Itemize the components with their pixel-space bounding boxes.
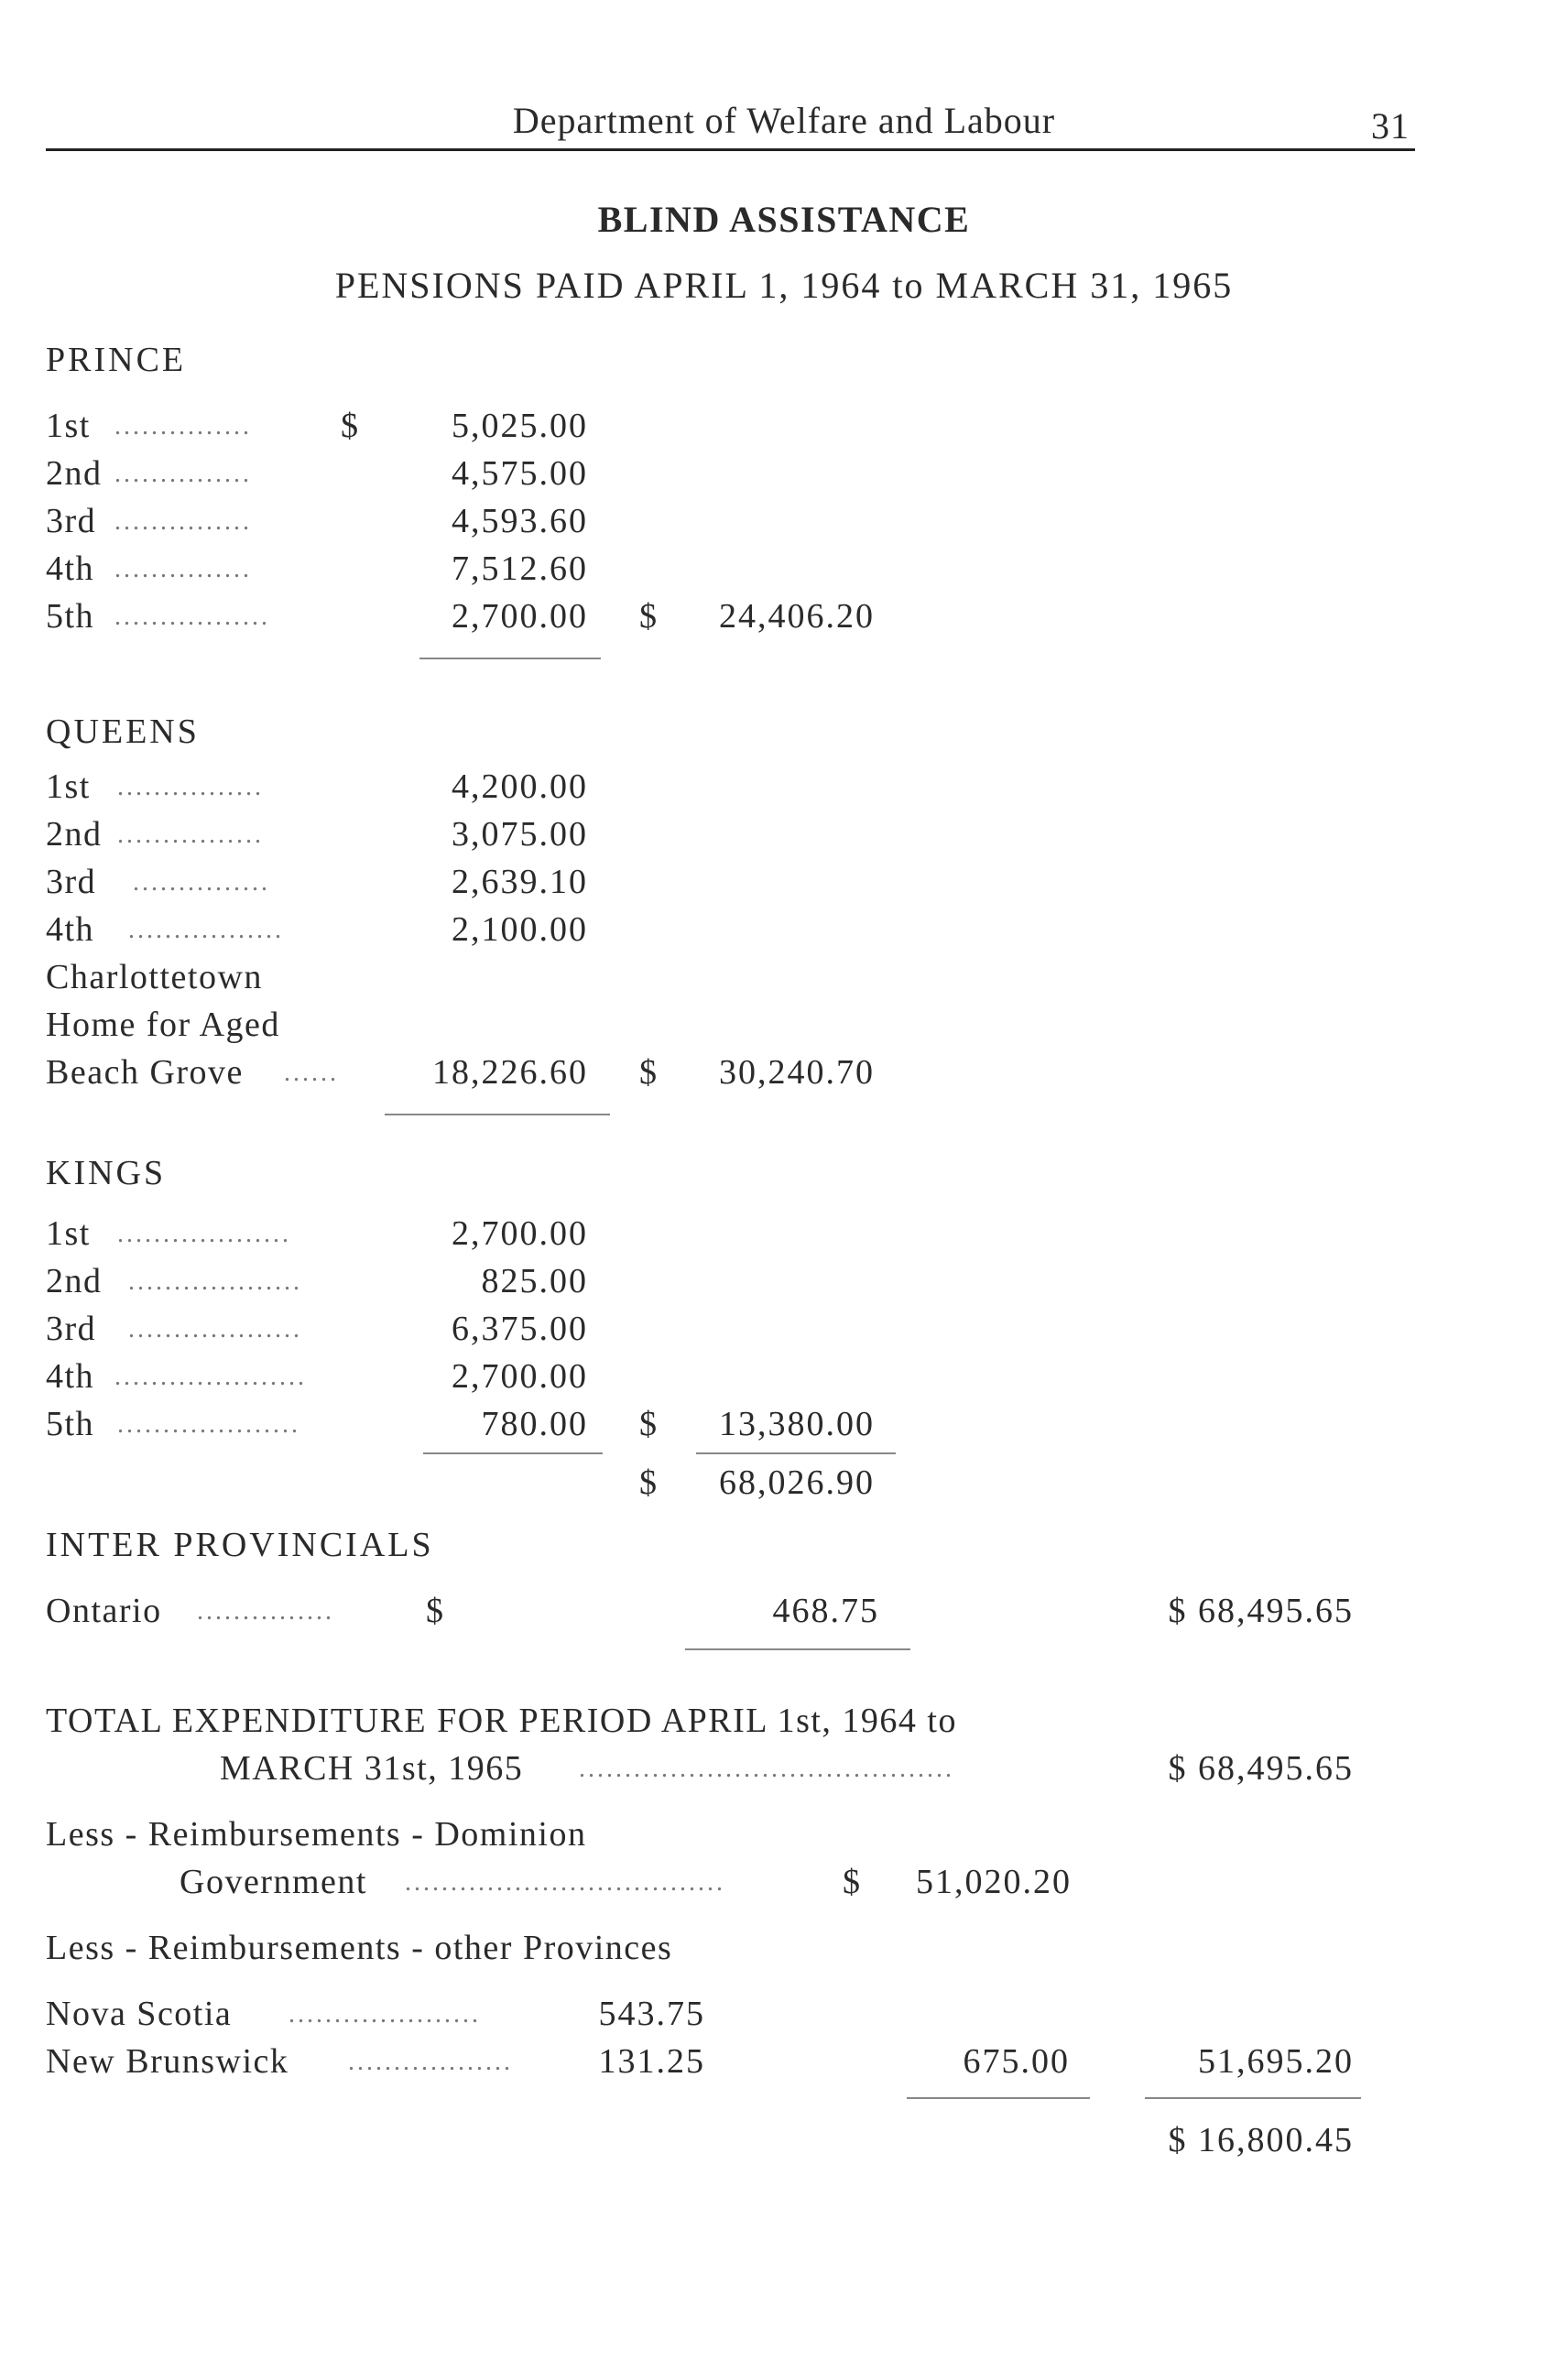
row-label: 3rd (46, 502, 97, 540)
row-amount: 825.00 (481, 1262, 588, 1300)
row-amount: 780.00 (481, 1405, 588, 1443)
row-amount: 2,700.00 (452, 597, 588, 636)
expenditure-label-line1: TOTAL EXPENDITURE FOR PERIOD APRIL 1st, 1964 to (46, 1702, 957, 1740)
dominion-label-line2: Government (180, 1863, 367, 1901)
row-amount: 2,639.10 (452, 863, 588, 901)
row-amount: 7,512.60 (452, 549, 588, 588)
dollar-sign: $ (341, 407, 360, 445)
row-amount: 131.25 (598, 2042, 705, 2081)
total-rule (696, 1452, 896, 1454)
dominion-amount: 51,020.20 (916, 1863, 1072, 1901)
row-label: New Brunswick (46, 2042, 289, 2081)
dot-leader: ................... (128, 1315, 302, 1343)
subtotal-rule (685, 1648, 910, 1650)
dominion-label-line1: Less - Reimbursements - Dominion (46, 1815, 587, 1854)
running-total: $ 68,495.65 (1168, 1592, 1354, 1630)
expenditure-label-line2: MARCH 31st, 1965 (220, 1749, 524, 1788)
row-label: 3rd (46, 1310, 97, 1348)
dot-leader: ...... (284, 1059, 339, 1087)
row-amount: 2,700.00 (452, 1214, 588, 1253)
dot-leader: ................... (117, 1220, 291, 1248)
header-rule (46, 148, 1415, 151)
total-rule (1145, 2097, 1361, 2099)
dot-leader: ............... (133, 868, 270, 897)
section-heading-inter-provincials: INTER PROVINCIALS (46, 1526, 434, 1564)
row-amount: 18,226.60 (432, 1053, 588, 1092)
row-label: 3rd (46, 863, 97, 901)
row-amount: 543.75 (598, 1995, 705, 2033)
row-amount: 3,075.00 (452, 815, 588, 854)
row-label: 2nd (46, 454, 103, 493)
row-label: 4th (46, 1357, 95, 1396)
page-subtitle: PENSIONS PAID APRIL 1, 1964 to MARCH 31, 1965 (334, 265, 1234, 306)
row-label: 1st (46, 407, 91, 445)
row-label: 1st (46, 767, 91, 806)
row-label: 4th (46, 549, 95, 588)
section-heading-kings: KINGS (46, 1154, 167, 1192)
dot-leader: ............... (114, 507, 252, 536)
dollar-sign: $ (639, 1053, 659, 1092)
row-amount: 2,100.00 (452, 910, 588, 949)
row-amount: 6,375.00 (452, 1310, 588, 1348)
dot-leader: .................... (117, 1410, 300, 1439)
dot-leader: ............... (197, 1597, 334, 1626)
dollar-sign: $ (639, 1405, 659, 1443)
dot-leader: ................................... (405, 1868, 725, 1897)
dot-leader: ............... (114, 555, 252, 583)
dot-leader: .................. (348, 2048, 513, 2076)
dollar-sign: $ (639, 597, 659, 636)
dot-leader: ................... (128, 1267, 302, 1296)
dollar-sign: $ (639, 1463, 659, 1502)
row-label: 2nd (46, 1262, 103, 1300)
row-label: 2nd (46, 815, 103, 854)
section-total: 13,380.00 (719, 1405, 875, 1443)
subtotal-rule (419, 658, 601, 659)
section-heading-queens: QUEENS (46, 712, 200, 751)
expenditure-amount: $ 68,495.65 (1168, 1749, 1354, 1788)
page-number: 31 (1371, 105, 1410, 147)
dot-leader: ................ (117, 821, 264, 849)
counties-grand-total: 68,026.90 (719, 1463, 875, 1502)
row-label: Ontario (46, 1592, 162, 1630)
dot-leader: ............... (114, 412, 252, 440)
provinces-heading: Less - Reimbursements - other Provinces (46, 1929, 673, 1967)
subtotal-rule (385, 1114, 610, 1115)
row-amount: 4,593.60 (452, 502, 588, 540)
dot-leader: ................. (114, 603, 270, 631)
dot-leader: ..................... (289, 2000, 481, 2028)
home-name-line: Charlottetown (46, 958, 263, 996)
section-total: 24,406.20 (719, 597, 875, 636)
dot-leader: ................ (117, 773, 264, 801)
provinces-subtotal: 675.00 (963, 2042, 1070, 2081)
running-header: Department of Welfare and Labour (512, 100, 1056, 141)
row-amount: 4,200.00 (452, 767, 588, 806)
page-title: BLIND ASSISTANCE (597, 199, 971, 240)
dollar-sign: $ (426, 1592, 445, 1630)
net-expenditure: $ 16,800.45 (1168, 2121, 1354, 2159)
home-name-line: Home for Aged (46, 1006, 280, 1044)
dollar-sign: $ (843, 1863, 862, 1901)
row-label: 1st (46, 1214, 91, 1253)
row-amount: 468.75 (772, 1592, 879, 1630)
dot-leader: ......................................... (579, 1755, 954, 1783)
row-label: 5th (46, 1405, 95, 1443)
subtotal-rule (423, 1452, 603, 1454)
reimbursement-total: 51,695.20 (1198, 2042, 1354, 2081)
section-total: 30,240.70 (719, 1053, 875, 1092)
dot-leader: ..................... (114, 1363, 307, 1391)
dot-leader: ................. (128, 916, 284, 944)
home-name-line: Beach Grove (46, 1053, 244, 1092)
row-amount: 4,575.00 (452, 454, 588, 493)
dot-leader: ............... (114, 460, 252, 488)
row-amount: 2,700.00 (452, 1357, 588, 1396)
row-label: 4th (46, 910, 95, 949)
row-label: Nova Scotia (46, 1995, 233, 2033)
row-label: 5th (46, 597, 95, 636)
row-amount: 5,025.00 (452, 407, 588, 445)
section-heading-prince: PRINCE (46, 341, 187, 379)
subtotal-rule (907, 2097, 1090, 2099)
